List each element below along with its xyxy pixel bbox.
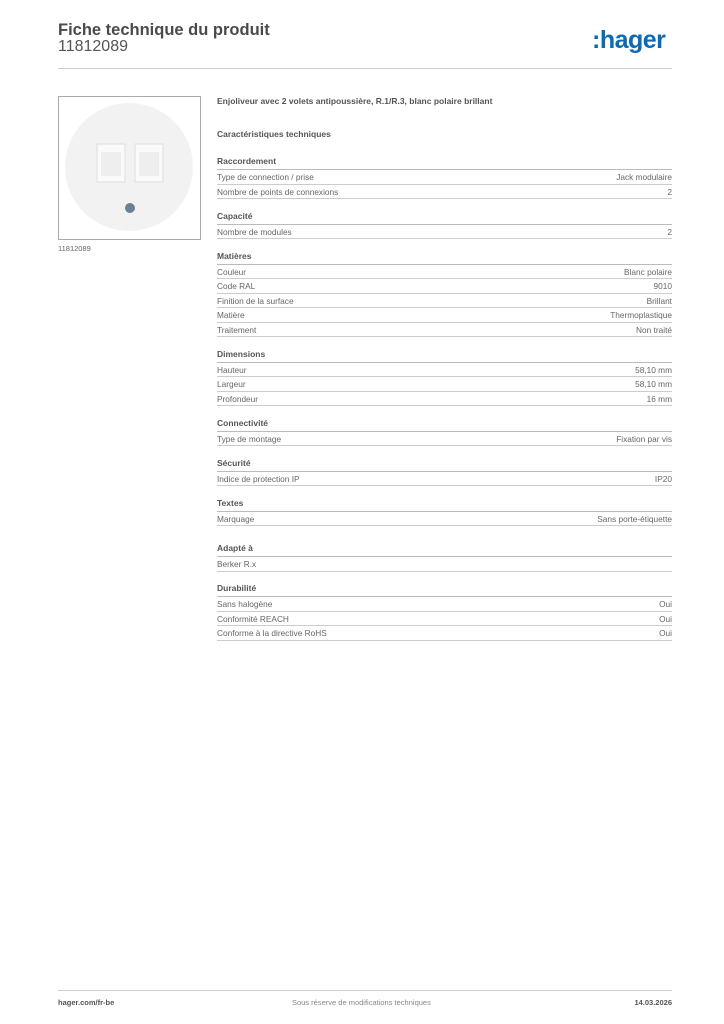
spec-value: Blanc polaire <box>624 266 672 277</box>
section-heading: Textes <box>217 496 672 512</box>
spec-row <box>217 377 672 392</box>
spec-value: Sans porte-étiquette <box>597 513 672 524</box>
spec-value: Fixation par vis <box>616 433 672 444</box>
spec-row <box>217 323 672 338</box>
header-divider <box>58 68 672 69</box>
spec-value: 2 <box>667 226 672 237</box>
spec-label: Profondeur <box>217 393 259 404</box>
spec-label: Nombre de points de connexions <box>217 186 339 197</box>
section-heading: Sécurité <box>217 456 672 472</box>
footer-notice: Sous réserve de modifications techniques <box>292 998 431 1007</box>
spec-row <box>217 432 672 447</box>
hager-logo: :hager <box>592 26 666 54</box>
spec-row <box>217 557 672 572</box>
spec-section <box>217 249 672 338</box>
spec-label: Type de connection / prise <box>217 172 314 182</box>
spec-label: Conformité REACH <box>217 613 289 624</box>
spec-value: Oui <box>659 628 672 638</box>
spec-row <box>217 472 672 487</box>
footer-website[interactable]: hager.com/fr-be <box>58 998 115 1007</box>
spec-section <box>217 209 672 240</box>
spec-row <box>217 512 672 527</box>
spec-label: Type de montage <box>217 433 282 444</box>
section-heading: Raccordement <box>217 154 672 170</box>
spec-section <box>217 541 672 572</box>
spec-section <box>217 456 672 487</box>
product-id: 11812089 <box>58 38 128 55</box>
section-heading: Capacité <box>217 209 672 225</box>
specs-table <box>217 154 672 650</box>
spec-value: Non traité <box>636 324 672 335</box>
spec-value: Oui <box>659 613 672 624</box>
section-heading: Connectivité <box>217 416 672 432</box>
footer-divider <box>58 990 672 991</box>
spec-section <box>217 581 672 641</box>
image-caption: 11812089 <box>58 244 91 253</box>
spec-row <box>217 612 672 627</box>
page-title: Fiche technique du produit <box>58 21 270 39</box>
spec-label: Indice de protection IP <box>217 473 300 484</box>
spec-label: Marquage <box>217 513 255 524</box>
spec-value: IP20 <box>654 473 672 484</box>
spec-label: Berker R.x <box>217 559 257 569</box>
spec-value: Jack modulaire <box>616 172 672 182</box>
spec-value: 58,10 mm <box>635 364 672 375</box>
spec-row <box>217 363 672 378</box>
section-heading: Durabilité <box>217 581 672 597</box>
spec-label: Finition de la surface <box>217 295 294 306</box>
spec-label: Traitement <box>217 324 257 335</box>
spec-row <box>217 626 672 641</box>
spec-value: 16 mm <box>646 393 672 404</box>
section-heading: Adapté à <box>217 541 672 557</box>
spec-label: Hauteur <box>217 364 247 375</box>
spec-section <box>217 347 672 407</box>
spec-row <box>217 294 672 309</box>
spec-label: Nombre de modules <box>217 226 292 237</box>
spec-row <box>217 185 672 200</box>
spec-section <box>217 154 672 199</box>
section-heading: Dimensions <box>217 347 672 363</box>
spec-value: 2 <box>667 186 672 197</box>
spec-row <box>217 308 672 323</box>
section-heading: Matières <box>217 249 672 265</box>
spec-value: Brillant <box>646 295 672 306</box>
spec-row <box>217 225 672 240</box>
spec-value: Oui <box>659 599 672 609</box>
spec-label: Couleur <box>217 266 247 277</box>
spec-row <box>217 170 672 185</box>
product-image <box>58 96 201 240</box>
product-description: Enjoliveur avec 2 volets antipoussière, R.1/R.3, blanc polaire brillant <box>217 96 493 106</box>
spec-label: Largeur <box>217 379 246 389</box>
spec-value: Thermoplastique <box>610 310 672 320</box>
footer-date: 14.03.2026 <box>634 998 672 1007</box>
spec-row <box>217 392 672 407</box>
spec-value: 58,10 mm <box>635 379 672 389</box>
spec-row <box>217 279 672 294</box>
spec-row <box>217 597 672 612</box>
spec-label: Conforme à la directive RoHS <box>217 628 327 638</box>
spec-section <box>217 416 672 447</box>
spec-value: 9010 <box>653 281 672 291</box>
spec-label: Matière <box>217 310 245 320</box>
spec-section <box>217 496 672 527</box>
spec-label: Code RAL <box>217 281 256 291</box>
spec-row <box>217 265 672 280</box>
spec-label: Sans halogène <box>217 599 273 609</box>
specs-title: Caractéristiques techniques <box>217 129 331 139</box>
